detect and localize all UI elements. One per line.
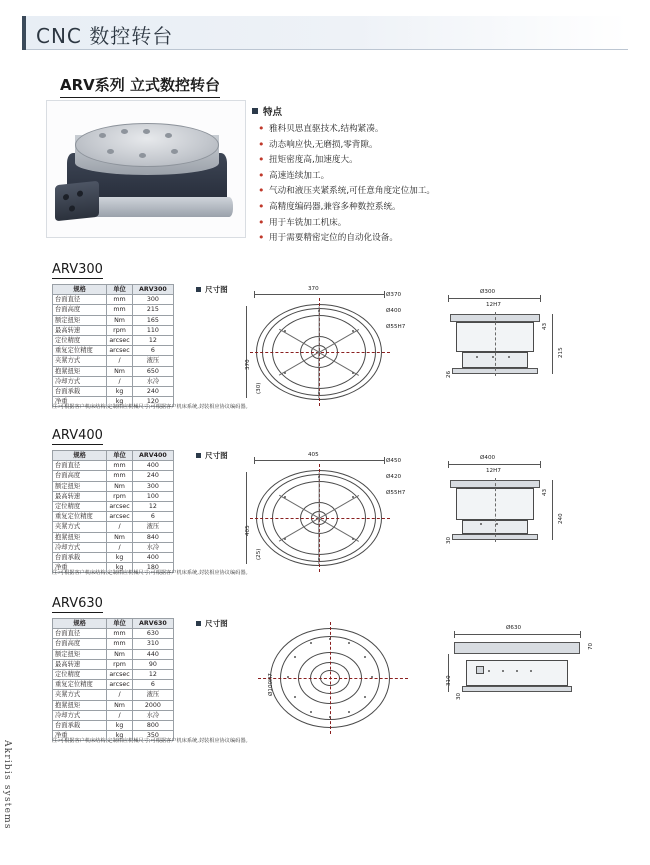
dim-d1: Ø100H7 [268,673,274,696]
spec-header: ARV400 [132,451,173,461]
bullet-square-icon [196,287,201,292]
spec-note-arv400: 注:可根据客户机床结构,定制相应机械尺寸;可根据客户机床系统,封装相应协议编码器。 [52,570,251,576]
spec-header: ARV300 [132,285,173,295]
dim-right-h2: 43 [542,322,548,330]
dim-right-h2: 30 [456,692,462,700]
dim-right-h: 310 [446,675,452,686]
dim-right-bolt: 12H7 [486,468,501,474]
table-row: 台面直径 mm 400 [53,461,174,471]
spec-header: 规格 [53,285,107,295]
feature-item: • 雅科贝思直驱技术,结构紧凑。 [258,122,618,138]
dim-side-height: 370 [245,359,251,370]
motor-block-icon [55,181,99,222]
page-header [22,16,628,50]
table-slot-icon [171,149,178,154]
bullet-square-icon [252,108,258,114]
drawing-side-arv300 [430,286,620,398]
table-row: 台面高度 mm 310 [53,639,174,649]
spec-header: 单位 [107,619,132,629]
feature-item: • 扭矩密度高,加速度大。 [258,153,618,169]
table-row: 最高转速 rpm 110 [53,325,174,335]
page-title: CNC 数控转台 [36,24,174,48]
table-slot-icon [165,133,172,138]
table-row: 净重 kg 350 [53,731,174,741]
spec-note-arv300: 注:可根据客户机床结构,定制相应机械尺寸;可根据客户机床系统,封装相应协议编码器。 [52,404,251,410]
spec-table-arv400 [52,450,174,573]
brand-watermark: Akribis systems [2,740,12,830]
dim-d3: Ø55H7 [386,324,406,330]
dim-label-arv400 [196,450,228,461]
feature-item: • 高精度编码器,兼容多种数控系统。 [258,200,618,216]
table-slot-icon [143,129,150,134]
section-title-arv630: ARV630 [52,596,103,611]
table-row: 最高转速 rpm 90 [53,659,174,669]
table-row: 台面高度 mm 215 [53,305,174,315]
table-row: 夹紧方式 / 液压 [53,356,174,366]
dim-label-arv300 [196,284,228,295]
dim-right-h3: 26 [446,370,452,378]
table-slot-icon [139,153,146,158]
dim-right-h: 215 [558,347,564,358]
table-row: 台面承载 kg 800 [53,720,174,730]
feature-item: • 高速连续加工。 [258,169,618,185]
table-row: 重复定位精度 arcsec 6 [53,680,174,690]
dim-thickness: (25) [256,548,262,560]
dim-right-h2: 43 [542,488,548,496]
dim-right-d: Ø630 [506,625,522,631]
spec-table-arv300 [52,284,174,407]
drawing-front-arv630 [250,620,420,732]
feature-item: • 用于车铣加工机床。 [258,216,618,232]
dim-label-text: 尺寸图 [205,451,228,460]
dim-label-arv630 [196,618,228,629]
drawing-side-arv400 [430,452,620,564]
table-row: 最高转速 rpm 100 [53,491,174,501]
spec-header: 规格 [53,619,107,629]
dim-right-h3: 30 [446,536,452,544]
spec-note-arv630: 注:可根据客户机床结构,定制相应机械尺寸;可根据客户机床系统,封装相应协议编码器。 [52,738,251,744]
table-row: 重复定位精度 arcsec 6 [53,346,174,356]
header-accent-bar [22,16,26,50]
table-row: 净重 kg 180 [53,563,174,573]
table-row: 抱紧扭矩 Nm 2000 [53,700,174,710]
dim-top-width: 405 [308,452,319,458]
table-slot-icon [107,149,114,154]
drawing-front-arv400 [236,452,416,570]
rotary-table-illustration [47,101,245,237]
dim-side-height: 405 [245,525,251,536]
table-row: 冷却方式 / 水冷 [53,542,174,552]
dim-d2: Ø400 [386,308,402,314]
dim-d3: Ø55H7 [386,490,406,496]
features-heading-text: 特点 [263,107,283,118]
features-heading [252,104,282,118]
table-row: 夹紧方式 / 液压 [53,522,174,532]
table-row: 定位精度 arcsec 12 [53,669,174,679]
product-photo [46,100,246,238]
bullet-square-icon [196,621,201,626]
table-slot-icon [121,129,128,134]
table-row: 定位精度 arcsec 12 [53,501,174,511]
dim-right-d: Ø400 [480,455,496,461]
section-title-arv400: ARV400 [52,428,103,443]
dim-d1: Ø450 [386,458,402,464]
feature-item: • 用于需要精密定位的自动化设备。 [258,231,618,247]
product-title: ARV系列 立式数控转台 [60,74,220,98]
table-row: 额定扭矩 Nm 440 [53,649,174,659]
table-row: 重复定位精度 arcsec 6 [53,512,174,522]
section-title-arv300: ARV300 [52,262,103,277]
table-row: 冷却方式 / 水冷 [53,710,174,720]
table-row: 净重 kg 120 [53,397,174,407]
dim-right-d: Ø300 [480,289,496,295]
dim-d1: Ø370 [386,292,402,298]
dim-d2: Ø420 [386,474,402,480]
drawing-front-arv300 [236,286,416,404]
table-row: 额定扭矩 Nm 300 [53,481,174,491]
spec-header: ARV630 [132,619,173,629]
feature-item: • 动态响应快,无磨损,零背隙。 [258,138,618,154]
bullet-square-icon [196,453,201,458]
spec-header: 规格 [53,451,107,461]
table-row: 抱紧扭矩 Nm 650 [53,366,174,376]
spec-header: 单位 [107,451,132,461]
table-row: 定位精度 arcsec 12 [53,335,174,345]
feature-item: • 气动和液压夹紧系统,可任意角度定位加工。 [258,184,618,200]
dim-right-bolt: 12H7 [486,302,501,308]
dim-right-h3: 70 [588,642,594,650]
drawing-side-arv630 [440,620,620,720]
table-row: 夹紧方式 / 液压 [53,690,174,700]
spec-header: 单位 [107,285,132,295]
spec-table-arv630 [52,618,174,741]
dim-label-text: 尺寸图 [205,285,228,294]
dim-thickness: (30) [256,382,262,394]
table-row: 额定扭矩 Nm 165 [53,315,174,325]
table-row: 台面直径 mm 630 [53,629,174,639]
dim-label-text: 尺寸图 [205,619,228,628]
table-slot-icon [99,133,106,138]
table-row: 抱紧扭矩 Nm 840 [53,532,174,542]
table-row: 台面承载 kg 240 [53,386,174,396]
dim-top-width: 370 [308,286,319,292]
dim-right-h: 240 [558,513,564,524]
features-list [258,122,618,247]
table-row: 台面直径 mm 300 [53,295,174,305]
table-row: 台面承载 kg 400 [53,552,174,562]
table-row: 台面高度 mm 240 [53,471,174,481]
table-row: 冷却方式 / 水冷 [53,376,174,386]
